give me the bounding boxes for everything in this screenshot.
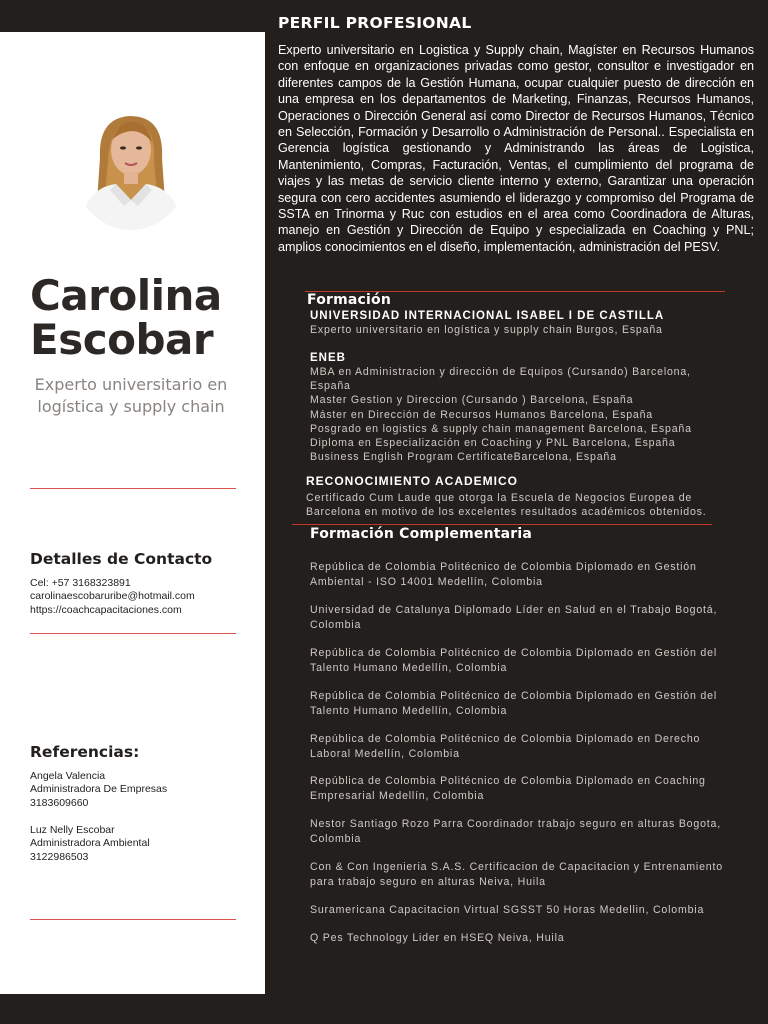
recognition-details bbox=[306, 491, 707, 519]
education-line: MBA en Administracion y dirección de Equipos (Cursando) Barcelona, bbox=[310, 366, 691, 378]
contact-phone: Cel: +57 3168323891 bbox=[30, 577, 131, 589]
reference-name: Luz Nelly Escobar bbox=[30, 824, 115, 836]
list-item: República de Colombia Politécnico de Colombia Diplomado en Gestión del Talento Humano Medellín, Colombia bbox=[310, 647, 717, 674]
education-line: Business English Program CertificateBarcelona, España bbox=[310, 451, 617, 464]
profile-text: Experto universitario en Logistica y Supply chain, Magíster en Recursos Humanos con enfoque en organizaciones privadas como gestor, consultor e investigador en diferentes campos de la Gestión Humana, ocupar cualquier puesto de dirección en una empresa en los departamentos de Marketing, Finanzas, Recursos Humanos, Operaciones o Dirección General así como Director de Recursos Humanos, Técnico en Selección, Formación y Desarrollo o Administración de Personal.. Especialista en Gerencia logística gestionando y Administrando las áreas de Logistica, Mantenimiento, Compras, Facturación, Ventas, el cumplimiento del programa de viajes y las metas de servicio cliente interno y externo, Garantizar una operación segura con cero accidentes asumiendo el liderazgo y compromiso del Programa de SSTA en Trinorma y Ruc con estudios en el area como Coordinadora de Alturas, manejo en Gestión y Dirección de Equipo y especializada en Coaching y PNL; amplios conocimientos en el diseño, implementación, administración del PESV. bbox=[278, 43, 754, 254]
education-line: Experto universitario en logística y supply chain Burgos, España bbox=[310, 324, 663, 336]
divider bbox=[30, 633, 236, 634]
reference-name: Angela Valencia bbox=[30, 770, 106, 782]
education-institution: ENEB bbox=[310, 352, 346, 364]
contact-email[interactable]: carolinaescobaruribe@hotmail.com bbox=[30, 590, 195, 603]
education-institution: UNIVERSIDAD INTERNACIONAL ISABEL I DE CASTILLA bbox=[310, 310, 665, 322]
education-line: Posgrado en logistics & supply chain management Barcelona, España bbox=[310, 422, 692, 435]
references-heading: Referencias: bbox=[30, 743, 140, 761]
reference-item bbox=[30, 770, 255, 810]
reference-phone: 3183609660 bbox=[30, 796, 89, 809]
education-line: Master Gestion y Direccion (Cursando ) Barcelona, España bbox=[310, 394, 634, 407]
reference-item bbox=[30, 824, 255, 864]
list-item: República de Colombia Politécnico de Colombia Diplomado en Derecho Laboral Medellín, Colombia bbox=[310, 733, 701, 760]
education-line: Máster en Dirección de Recursos Humanos Barcelona, España bbox=[310, 408, 653, 421]
profile-photo bbox=[70, 88, 192, 230]
recognition-line: Certificado Cum Laude que otorga la Escuela de Negocios Europea de bbox=[306, 492, 693, 504]
reference-phone: 3122986503 bbox=[30, 850, 89, 863]
recognition-heading: RECONOCIMIENTO ACADEMICO bbox=[306, 474, 519, 488]
education-line: Diploma en Especialización en Coaching y PNL Barcelona, España bbox=[310, 437, 676, 450]
complementary-heading: Formación Complementaria bbox=[310, 526, 533, 542]
last-name: Escobar bbox=[30, 315, 214, 364]
list-item: Con & Con Ingenieria S.A.S. Certificacion de Capacitacion y Entrenamiento para trabajo seguro en alturas Neiva, Huila bbox=[310, 861, 723, 888]
person-name bbox=[30, 271, 255, 364]
list-item: Universidad de Catalunya Diplomado Líder en Salud en el Trabajo Bogotá, Colombia bbox=[310, 604, 718, 631]
list-item: Nestor Santiago Rozo Parra Coordinador trabajo seguro en alturas Bogota, Colombia bbox=[310, 818, 721, 845]
list-item: Q Pes Technology Lider en HSEQ Neiva, Huila bbox=[310, 932, 565, 944]
education-details bbox=[310, 323, 663, 337]
profile-heading: PERFIL PROFESIONAL bbox=[278, 14, 472, 32]
contact-details bbox=[30, 577, 255, 617]
education-heading: Formación bbox=[307, 292, 392, 308]
contact-website[interactable]: https://coachcapacitaciones.com bbox=[30, 603, 182, 616]
divider bbox=[30, 919, 236, 920]
education-line: España bbox=[310, 380, 351, 393]
list-item: República de Colombia Politécnico de Colombia Diplomado en Gestión Ambiental - ISO 14001 Medellín, Colombia bbox=[310, 561, 697, 588]
education-details bbox=[310, 365, 692, 464]
reference-title: Administradora De Empresas bbox=[30, 783, 168, 796]
divider bbox=[292, 524, 712, 525]
list-item: República de Colombia Politécnico de Colombia Diplomado en Gestión del Talento Humano Medellín, Colombia bbox=[310, 690, 717, 717]
list-item: Suramericana Capacitacion Virtual SGSST 50 Horas Medellin, Colombia bbox=[310, 904, 705, 916]
list-item: República de Colombia Politécnico de Colombia Diplomado en Coaching Empresarial Medellín, Colombia bbox=[310, 775, 706, 802]
contact-heading: Detalles de Contacto bbox=[30, 550, 213, 568]
headline: Experto universitario en logística y supply chain bbox=[34, 375, 228, 416]
first-name: Carolina bbox=[30, 271, 222, 320]
divider bbox=[30, 488, 236, 489]
reference-title: Administradora Ambiental bbox=[30, 837, 150, 850]
recognition-line: Barcelona en motivo de los excelentes resultados académicos obtenidos. bbox=[306, 506, 707, 519]
